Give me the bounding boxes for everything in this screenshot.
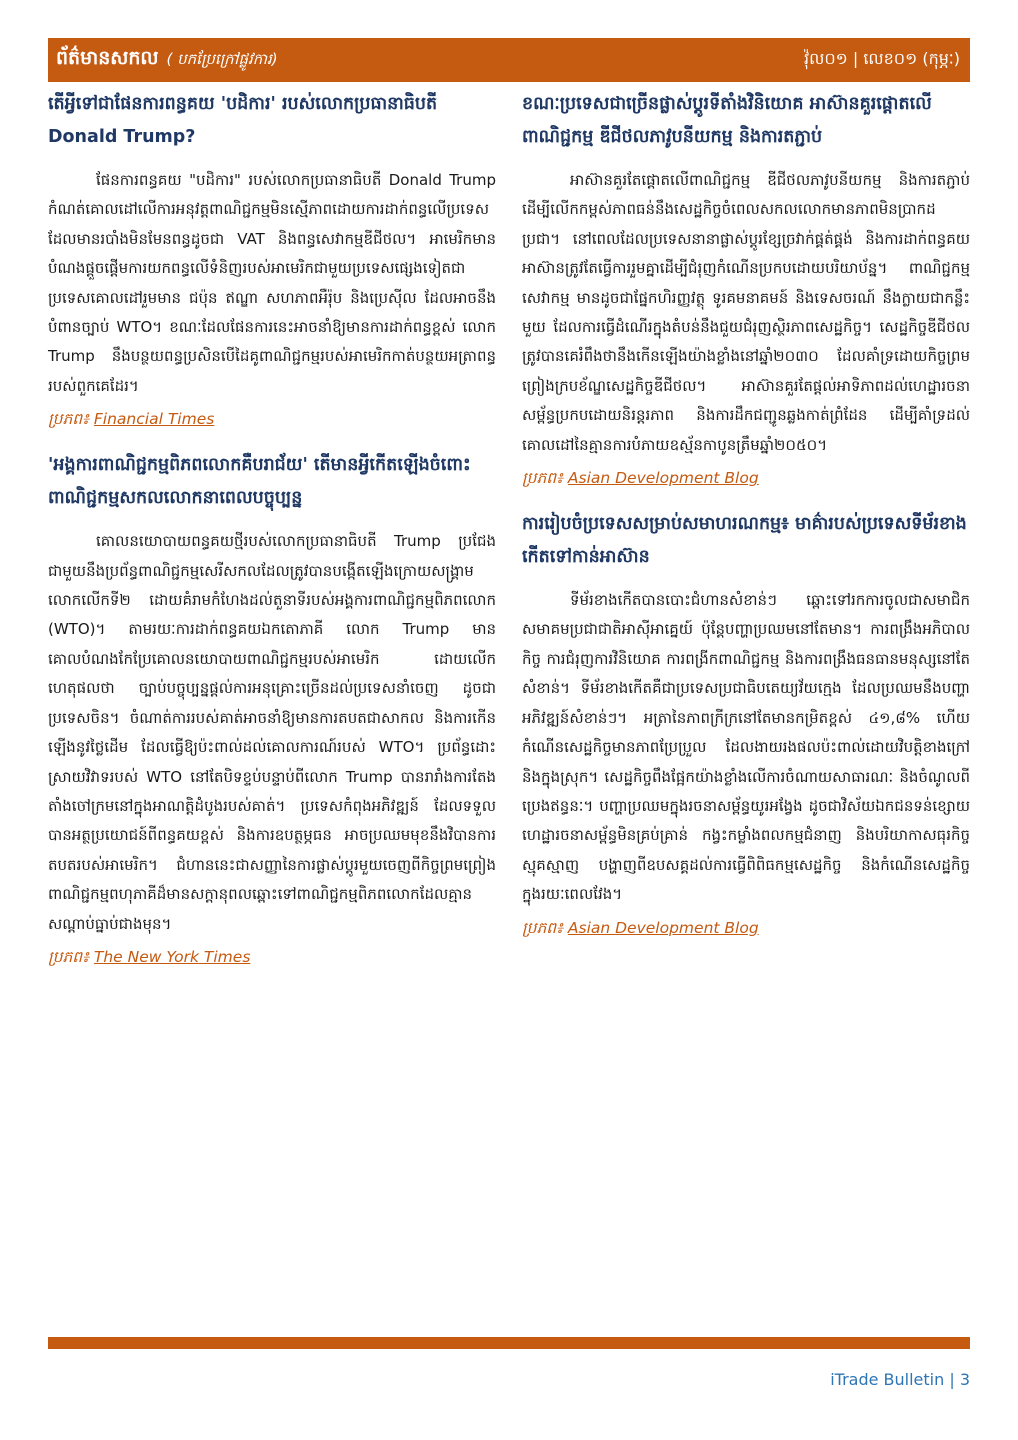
source-link[interactable]: The New York Times xyxy=(93,947,251,966)
article-asean-focus xyxy=(522,88,970,492)
article-headline: តើអ្វីទៅជាផែនការពន្ធគយ 'បដិការ' របស់លោកប្រធានាធិបតី Donald Trump? xyxy=(48,94,438,147)
left-column xyxy=(48,88,496,987)
article-body: ទីម័រខាងកើតបានបោះជំហានសំខាន់ៗ ឆ្ពោះទៅរកការចូលជាសមាជិកសមាគមប្រជាជាតិអាស៊ីអាគ្នេយ៍ ប៉ុន្តែបញ្ហាប្រឈមនៅតែមាន។ ការពង្រឹងអភិបាលកិច្ច ការជំរុញការវិនិយោគ ការពង្រីកពាណិជ្ជកម្ម និងការពង្រឹងធនធានមនុស្សនៅតែសំខាន់។ ទីម័រខាងកើតគឺជាប្រទេសប្រជាធិបតេយ្យវ័យក្មេង ដែលប្រឈមនឹងបញ្ហាអភិវឌ្ឍន៍សំខាន់ៗ។ អត្រានៃភាពក្រីក្រនៅតែមានកម្រិតខ្ពស់ ៤១,៨% ហើយកំណើនសេដ្ឋកិច្ចមានភាពប្រែប្រួល ដែលងាយរងផលប៉ះពាល់ដោយវិបត្តិខាងក្រៅ និងក្នុងស្រុក។ សេដ្ឋកិច្ចពឹងផ្អែកយ៉ាងខ្លាំងលើការចំណាយសាធារណៈ និងចំណូលពីប្រេងឥន្ធនៈ។ បញ្ហាប្រឈមក្នុងរចនាសម្ព័ន្ធយូរអង្វែង ដូចជាវិស័យឯកជនទន់ខ្សោយ ហេដ្ឋារចនាសម្ព័ន្ធមិនគ្រប់គ្រាន់ កង្វះកម្លាំងពលកម្មជំនាញ និងបរិយាកាសធុរកិច្ចស្មុគស្មាញ បង្ហាញពីឧបសគ្គដល់ការធ្វើពិពិធកម្មសេដ្ឋកិច្ច និងកំណើនសេដ្ឋកិច្ចក្នុងរយៈពេលវែង។ xyxy=(522,591,970,904)
section-title: ព័ត៌មានសកល xyxy=(56,47,159,69)
article-source xyxy=(522,464,970,492)
source-label: ប្រភព៖ xyxy=(48,947,89,966)
article-source xyxy=(522,914,970,942)
source-label: ប្រភព៖ xyxy=(522,918,563,937)
article-body: គោលនយោបាយពន្ធគយថ្មីរបស់លោកប្រធានាធិបតី Trump ប្រជែងជាមួយនឹងប្រព័ន្ធពាណិជ្ជកម្មសេរីសកលដែលត្រូវបានបង្កើតឡើងក្រោយសង្គ្រាមលោកលើកទី២ ដោយគំរាមកំហែងដល់តួនាទីរបស់អង្គការពាណិជ្ជកម្មពិភពលោក (WTO)។ តាមរយៈការដាក់ពន្ធគយឯកតោភាគី លោក Trump មានគោលបំណងកែប្រែគោលនយោបាយពាណិជ្ជកម្មរបស់អាមេរិក ដោយលើកហេតុផលថា ច្បាប់បច្ចុប្បន្នផ្តល់ការអនុគ្រោះច្រើនដល់ប្រទេសនាំចេញ ដូចជាប្រទេសចិន។ ចំណាត់ការរបស់គាត់អាចនាំឱ្យមានការតបតជាសាកល និងការកើនឡើងនូវថ្លៃដើម ដែលធ្វើឱ្យប៉ះពាល់ដល់គោលការណ៍របស់ WTO។ ប្រព័ន្ធដោះស្រាយវិវាទរបស់ WTO នៅតែបិទខ្ទប់បន្ទាប់ពីលោក Trump បានរារាំងការតែងតាំងចៅក្រមនៅក្នុងអាណត្តិដំបូងរបស់គាត់។ ប្រទេសកំពុងអភិវឌ្ឍន៍ ដែលទទួលបានអត្ថប្រយោជន៍ពីពន្ធគយខ្ពស់ និងការឧបត្ថម្ភធន អាចប្រឈមមុខនឹងវិបានការតបតរបស់អាមេរិក។ ជំហាននេះជាសញ្ញានៃការផ្លាស់ប្តូរមួយចេញពីកិច្ចព្រមព្រៀងពាណិជ្ជកម្មពហុភាគីដ៏មានសក្តានុពលឆ្ពោះទៅពាណិជ្ជកម្មពិភពលោកដែលគ្មានសណ្តាប់ធ្នាប់ជាងមុន។ xyxy=(48,532,496,933)
article-headline: 'អង្គការពាណិជ្ជកម្មពិភពលោកគឺបរាជ័យ' តើមានអ្វីកើតឡើងចំពោះពាណិជ្ជកម្មសកលលោកនាពេលបច្ចុប្បន្ន xyxy=(48,455,471,509)
article-body: ផែនការពន្ធគយ "បដិការ" របស់លោកប្រធានាធិបតី Donald Trump កំណត់គោលដៅលើការអនុវត្តពាណិជ្ជកម្មមិនស្មើភាពដោយការដាក់ពន្ធលើប្រទេសដែលមានរបាំងមិនមែនពន្ធដូចជា VAT និងពន្ធសេវាកម្មឌីជីថល។ អាមេរិកមានបំណងផ្តួចផ្តើមការយកពន្ធលើទំនិញរបស់អាមេរិកជាមួយប្រទេសផ្សេងទៀតជាប្រទេសគោលដៅរួមមាន ជប៉ុន ឥណ្ឌា សហភាពអឺរ៉ុប និងប្រេស៊ីល ដែលអាចនឹងបំពានច្បាប់ WTO។ ខណៈដែលផែនការនេះអាចនាំឱ្យមានការដាក់ពន្ធខ្ពស់ លោក Trump នឹងបន្ថយពន្ធប្រសិនបើដៃគូពាណិជ្ជកម្មរបស់អាមេរិកកាត់បន្ថយអត្រាពន្ធរបស់ពួកគេដែរ។ xyxy=(48,171,496,395)
source-label: ប្រភព៖ xyxy=(522,469,563,488)
right-column xyxy=(522,88,970,958)
source-label: ប្រភព៖ xyxy=(48,410,89,429)
source-link[interactable]: Asian Development Blog xyxy=(567,918,759,937)
article-timor-leste xyxy=(522,508,970,941)
footer-label: iTrade Bulletin | 3 xyxy=(830,1370,970,1389)
article-reciprocal-tariff xyxy=(48,88,496,433)
article-source xyxy=(48,943,496,971)
header-left xyxy=(56,46,278,74)
article-wto xyxy=(48,449,496,971)
article-headline: ការរៀបចំប្រទេសសម្រាប់សមាហរណកម្ម៖ មាគ៌ារបស់ប្រទេសទីម័រខាងកើតទៅកាន់អាស៊ាន xyxy=(522,514,967,568)
section-subtitle: ( បកប្រែក្រៅផ្លូវការ) xyxy=(166,50,278,68)
source-link[interactable]: Asian Development Blog xyxy=(567,469,759,488)
issue-info: វ៉ុល០១ | លេខ០១ (កុម្ភៈ) xyxy=(804,49,960,68)
article-headline: ខណៈប្រទេសជាច្រើនផ្លាស់ប្តូរទីតាំងវិនិយោគ អាស៊ានគួរផ្តោតលើពាណិជ្ជកម្ម ឌីជីថលភាវូបនីយកម្ម និងការតភ្ជាប់ xyxy=(522,94,932,147)
footer-rule xyxy=(48,1337,970,1349)
source-link[interactable]: Financial Times xyxy=(93,410,215,429)
header-bar xyxy=(48,38,970,82)
article-source xyxy=(48,405,496,433)
article-body: អាស៊ានគួរតែផ្តោតលើពាណិជ្ជកម្ម ឌីជីថលភាវូបនីយកម្ម និងការតភ្ជាប់ដើម្បីលើកកម្ពស់ភាពធន់នឹងសេដ្ឋកិច្ចចំពេលសកលលោកមានភាពមិនប្រាកដប្រជា។ នៅពេលដែលប្រទេសនានាផ្លាស់ប្តូរខ្សែច្រវាក់ផ្គត់ផ្គង់ និងការដាក់ពន្ធគយ អាស៊ានត្រូវតែធ្វើការរួមគ្នាដើម្បីជំរុញកំណើនប្រកបដោយបរិយាប័ន្ន។ ពាណិជ្ជកម្មសេវាកម្ម មានដូចជាផ្នែកហិរញ្ញវត្ថុ ទូរគមនាគមន៍ និងទេសចរណ៍ នឹងក្លាយជាកន្លឹះមួយ ដែលការធ្វើដំណើរក្នុងតំបន់នឹងជួយជំរុញស្ថិរភាពសេដ្ឋកិច្ច។ សេដ្ឋកិច្ចឌីជីថលត្រូវបានគេរំពឹងថានឹងកើនឡើងយ៉ាងខ្លាំងនៅឆ្នាំ២០៣០ ដែលគាំទ្រដោយកិច្ចព្រមព្រៀងក្របខ័ណ្ឌសេដ្ឋកិច្ចឌីជីថល។ អាស៊ានគួរតែផ្តល់អាទិភាពដល់ហេដ្ឋារចនាសម្ព័ន្ធប្រកបដោយនិរន្តរភាព និងការដឹកជញ្ជូនឆ្លងកាត់ព្រំដែន ដើម្បីគាំទ្រដល់គោលដៅនៃគ្មានការបំភាយឧស្ម័នកាបូនត្រឹមឆ្នាំ២០៥០។ xyxy=(522,171,970,454)
